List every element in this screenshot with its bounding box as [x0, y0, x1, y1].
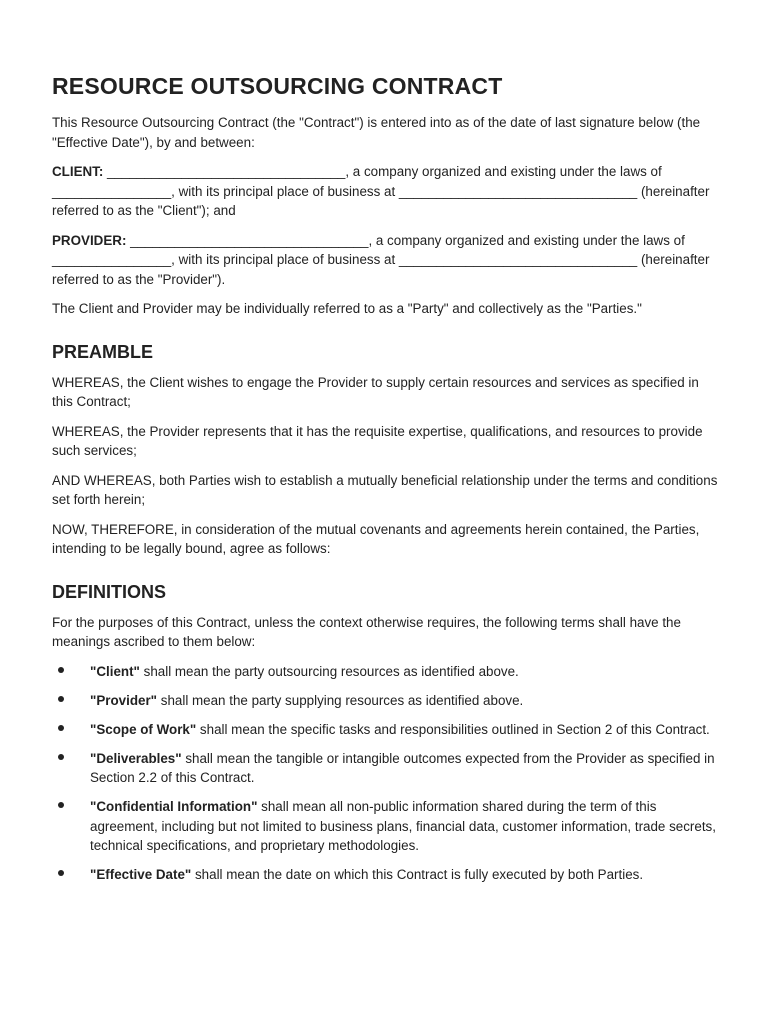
client-text: ________________________________, a company organized and existing under the laws of ________________, with its principal place of business at ________________________________ (hereinafter referred to as the "Client"); and: [52, 164, 710, 218]
definition-text: shall mean the party supplying resources as identified above.: [157, 692, 524, 708]
definition-item: [52, 797, 718, 856]
definitions-list: [52, 662, 718, 885]
definition-item: [52, 749, 718, 788]
client-paragraph: [52, 162, 718, 221]
definition-text: shall mean the date on which this Contract is fully executed by both Parties.: [191, 867, 644, 882]
definition-term: "Scope of Work": [90, 721, 197, 737]
bullet-icon: [58, 802, 64, 808]
definition-item: [52, 662, 718, 682]
preamble-paragraph: WHEREAS, the Client wishes to engage the Provider to supply certain resources and services as specified in this Contract;: [52, 374, 699, 409]
preamble-paragraph: AND WHEREAS, both Parties wish to establish a mutually beneficial relationship under the terms and conditions set forth herein;: [52, 472, 718, 507]
definition-text: shall mean the party outsourcing resources as identified above.: [139, 663, 519, 679]
parties-note: The Client and Provider may be individually referred to as a "Party" and collectively as the "Parties.": [52, 301, 642, 316]
provider-paragraph: [52, 231, 718, 290]
definition-text: shall mean all non-public information shared during the term of this agreement, including but not limited to business plans, financial data, customer information, trade secrets, technical specifications, and proprietary methodologies.: [90, 799, 716, 853]
definitions-section: [52, 581, 718, 885]
bullet-icon: [58, 696, 64, 702]
definition-term: "Provider": [90, 692, 158, 708]
definitions-intro: For the purposes of this Contract, unless the context otherwise requires, the following terms shall have the meanings ascribed to them below:: [52, 614, 681, 649]
intro-paragraph: This Resource Outsourcing Contract (the "Contract") is entered into as of the date of last signature below (the "Effective Date"), by and between:: [52, 115, 701, 150]
preamble-paragraph: WHEREAS, the Provider represents that it has the requisite expertise, qualifications, and resources to provide such services;: [52, 423, 703, 458]
client-label: CLIENT:: [52, 164, 104, 179]
definition-item: [52, 865, 718, 885]
definition-item: [52, 691, 718, 711]
document-title: RESOURCE OUTSOURCING CONTRACT: [52, 73, 503, 99]
definition-term: "Effective Date": [90, 867, 192, 882]
definition-term: "Client": [90, 663, 140, 679]
definition-text: shall mean the tangible or intangible outcomes expected from the Provider as specified in Section 2.2 of this Contract.: [90, 750, 715, 785]
definitions-heading: DEFINITIONS: [52, 581, 167, 602]
definition-term: "Deliverables": [90, 750, 182, 766]
definition-term: "Confidential Information": [90, 799, 258, 814]
definition-text: shall mean the specific tasks and responsibilities outlined in Section 2 of this Contract.: [196, 721, 710, 737]
bullet-icon: [58, 754, 64, 760]
preamble-heading: PREAMBLE: [52, 341, 154, 362]
provider-text: ________________________________, a company organized and existing under the laws of ________________, with its principal place of business at ________________________________ (hereinafter referred to as the "Provider").: [52, 232, 710, 287]
preamble-section: [52, 341, 718, 559]
provider-label: PROVIDER:: [52, 232, 127, 248]
definition-item: [52, 720, 718, 740]
bullet-icon: [58, 870, 64, 876]
bullet-icon: [58, 667, 64, 673]
preamble-paragraph: NOW, THEREFORE, in consideration of the mutual covenants and agreements herein contained, the Parties, intending to be legally bound, agree as follows:: [52, 521, 700, 556]
bullet-icon: [58, 725, 64, 731]
